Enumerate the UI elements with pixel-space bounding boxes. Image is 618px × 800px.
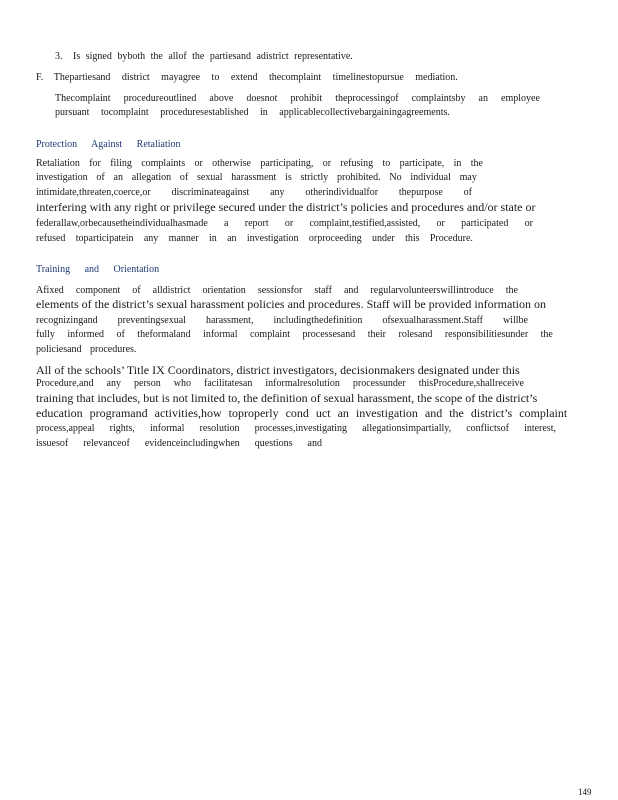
paragraph-line: investigation of an allegation of sexual harassment is strictly prohibited. No individual may [36, 172, 477, 183]
paragraph-line: elements of the district’s sexual harassment policies and procedures. Staff will be provided information on [36, 297, 546, 311]
paragraph-line: Afixed component of alldistrict orientation sessionsfor staff and regularvolunteerswillintroduce the [36, 285, 518, 296]
paragraph-line: policiesand procedures. [36, 344, 137, 355]
paragraph-line: All of the schools’ Title IX Coordinators, district investigators, decisionmakers designated under this [36, 363, 520, 377]
list-item-f [36, 71, 458, 84]
list-item-3 [55, 50, 353, 63]
paragraph-line: federallaw,orbecausetheindividualhasmade a report or complaint,testified,assisted, or participated or [36, 218, 533, 229]
page-number: 149 [578, 787, 592, 797]
paragraph-line: education programand activities,how toproperly cond uct an investigation and the district’s complaint [36, 406, 568, 420]
section-heading-retaliation: Protection Against Retaliation [36, 139, 181, 150]
paragraph-line: intimidate,threaten,coerce,or discriminateagainst any otherindividualfor thepurpose of [36, 187, 472, 198]
list-item-text: Thepartiesand district mayagree to extend thecomplaint timelinestopursue mediation. [53, 72, 458, 83]
notice-line-1: Thecomplaint procedureoutlined above doesnot prohibit theprocessingof complaintsby an employee [55, 93, 540, 104]
list-item-text: Is signed byboth the allof the partiesand adistrict representative. [73, 51, 353, 62]
notice-line-2: pursuant tocomplaint proceduresestablished in applicablecollectivebargainingagreements. [55, 107, 450, 118]
paragraph-line: fully informed of theformaland informal complaint processesand their rolesand responsibilitiesunder the [36, 329, 553, 340]
paragraph-line: refused toparticipatein any manner in an investigation orproceeding under this Procedure. [36, 233, 473, 244]
paragraph-line: interfering with any right or privilege secured under the district’s policies and procedures and/or state or [36, 200, 536, 214]
list-marker: F. [36, 72, 44, 83]
paragraph-line: Retaliation for filing complaints or otherwise participating, or refusing to participate, in the [36, 158, 483, 169]
paragraph-line: Procedure,and any person who facilitatesan informalresolution processunder thisProcedure,shallreceive [36, 378, 524, 389]
paragraph-line: training that includes, but is not limited to, the definition of sexual harassment, the scope of the district’s [36, 391, 538, 405]
list-marker: 3. [55, 51, 63, 62]
paragraph-line: recognizingand preventingsexual harassment, includingthedefinition ofsexualharassment.Staff willbe [36, 315, 528, 326]
paragraph-line: process,appeal rights, informal resolution processes,investigating allegationsimpartially, conflictsof interest, [36, 423, 556, 434]
section-heading-training: Training and Orientation [36, 264, 160, 275]
paragraph-line: issuesof relevanceof evidenceincludingwhen questions and [36, 438, 322, 449]
